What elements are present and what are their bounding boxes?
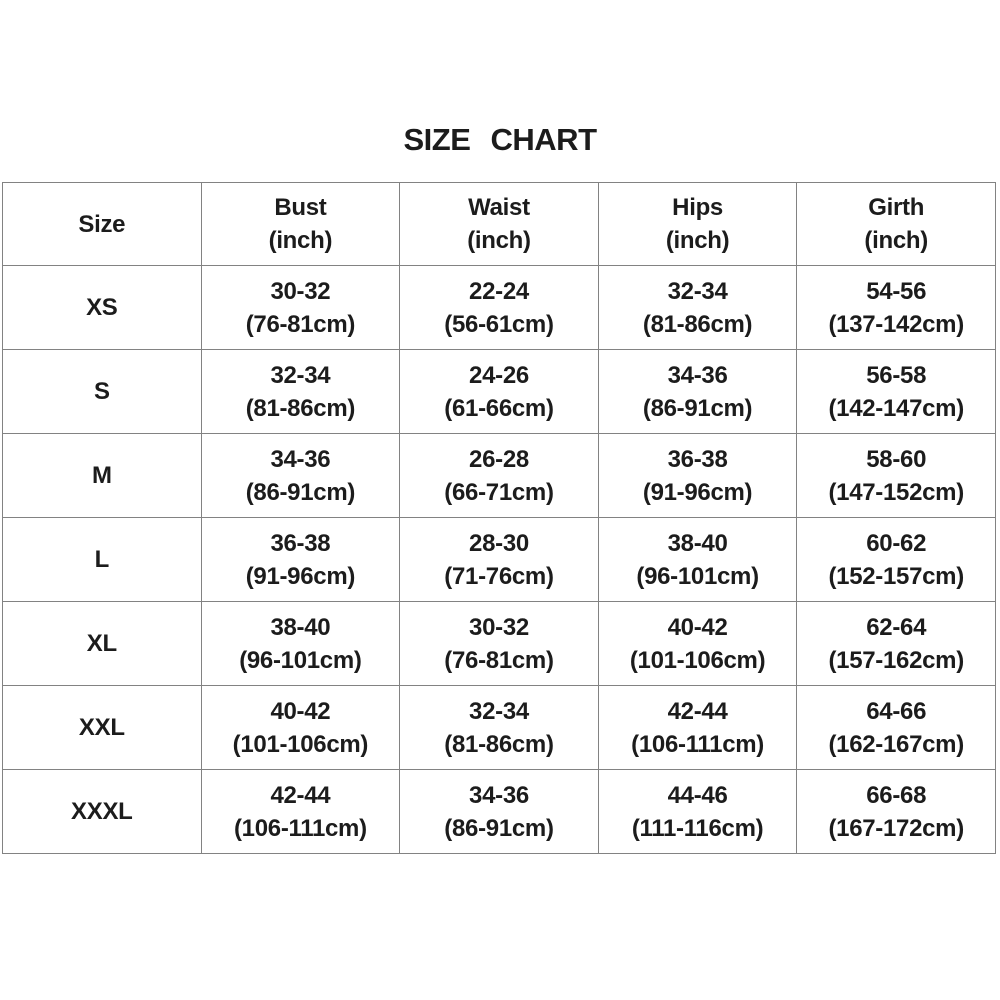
bust-cell xyxy=(201,770,400,854)
inch-value: 62-64 xyxy=(866,613,927,641)
waist-cell xyxy=(400,350,599,434)
size-cell xyxy=(3,602,202,686)
inch-value: 42-44 xyxy=(667,697,728,725)
inch-value: 26-28 xyxy=(469,445,529,473)
header-waist-unit: (inch) xyxy=(467,227,531,254)
cm-value: (66-71cm) xyxy=(444,478,554,506)
inch-value: 56-58 xyxy=(866,361,927,389)
size-cell xyxy=(3,350,202,434)
waist-cell xyxy=(400,686,599,770)
header-girth-unit: (inch) xyxy=(864,227,928,254)
cm-value: (157-162cm) xyxy=(828,646,964,674)
inch-value: 42-44 xyxy=(270,781,331,809)
inch-value: 36-38 xyxy=(667,445,728,473)
girth-cell xyxy=(797,686,996,770)
waist-cell xyxy=(400,434,599,518)
cm-value: (81-86cm) xyxy=(245,394,356,422)
bust-cell xyxy=(201,686,400,770)
cm-value: (101-106cm) xyxy=(232,730,369,758)
header-cell-girth xyxy=(797,183,996,266)
girth-cell xyxy=(797,770,996,854)
hips-cell xyxy=(598,266,797,350)
cm-value: (76-81cm) xyxy=(444,646,554,674)
hips-cell xyxy=(598,434,797,518)
size-cell xyxy=(3,518,202,602)
table-row-xxl xyxy=(3,686,996,770)
girth-cell xyxy=(797,434,996,518)
inch-value: 34-36 xyxy=(270,445,331,473)
girth-cell xyxy=(797,518,996,602)
cm-value: (111-116cm) xyxy=(631,814,764,842)
table-row-xxxl xyxy=(3,770,996,854)
header-cell-size xyxy=(3,183,202,266)
size-label: XXL xyxy=(78,714,125,741)
inch-value: 28-30 xyxy=(469,529,529,557)
table-row-xl xyxy=(3,602,996,686)
cm-value: (71-76cm) xyxy=(444,562,554,590)
inch-value: 38-40 xyxy=(270,613,331,641)
size-label: L xyxy=(94,546,109,573)
girth-cell xyxy=(797,266,996,350)
hips-cell xyxy=(598,518,797,602)
bust-cell xyxy=(201,266,400,350)
inch-value: 32-34 xyxy=(469,697,529,725)
inch-value: 64-66 xyxy=(866,697,927,725)
cm-value: (56-61cm) xyxy=(444,310,554,338)
cm-value: (81-86cm) xyxy=(444,730,554,758)
hips-cell xyxy=(598,686,797,770)
inch-value: 38-40 xyxy=(667,529,728,557)
waist-cell xyxy=(400,266,599,350)
cm-value: (106-111cm) xyxy=(233,814,367,842)
inch-value: 22-24 xyxy=(469,277,529,305)
size-chart-table xyxy=(2,182,996,854)
header-cell-waist xyxy=(400,183,599,266)
cm-value: (96-101cm) xyxy=(636,562,759,590)
cm-value: (91-96cm) xyxy=(245,562,356,590)
cm-value: (96-101cm) xyxy=(239,646,362,674)
waist-cell xyxy=(400,602,599,686)
hips-cell xyxy=(598,602,797,686)
cm-value: (81-86cm) xyxy=(642,310,753,338)
inch-value: 24-26 xyxy=(469,361,529,389)
cm-value: (106-111cm) xyxy=(631,730,764,758)
inch-value: 58-60 xyxy=(866,445,927,473)
size-cell xyxy=(3,266,202,350)
cm-value: (162-167cm) xyxy=(828,730,964,758)
bust-cell xyxy=(201,434,400,518)
inch-value: 34-36 xyxy=(667,361,728,389)
size-label: S xyxy=(93,378,110,405)
inch-value: 54-56 xyxy=(866,277,927,305)
header-row xyxy=(3,183,996,266)
table-row-s xyxy=(3,350,996,434)
inch-value: 66-68 xyxy=(866,781,927,809)
cm-value: (142-147cm) xyxy=(828,394,964,422)
header-hips-name: Hips xyxy=(672,194,723,221)
inch-value: 40-42 xyxy=(270,697,331,725)
size-cell xyxy=(3,686,202,770)
cm-value: (91-96cm) xyxy=(642,478,753,506)
table-row-xs xyxy=(3,266,996,350)
size-label: XS xyxy=(86,294,118,321)
size-label: XXXL xyxy=(71,798,133,825)
cm-value: (147-152cm) xyxy=(828,478,964,506)
page-title: SIZE CHART xyxy=(403,122,597,157)
size-cell xyxy=(3,770,202,854)
inch-value: 30-32 xyxy=(270,277,331,305)
inch-value: 44-46 xyxy=(667,781,728,809)
header-cell-bust xyxy=(201,183,400,266)
inch-value: 60-62 xyxy=(866,529,927,557)
inch-value: 30-32 xyxy=(469,613,529,641)
cm-value: (101-106cm) xyxy=(629,646,766,674)
table-row-m xyxy=(3,434,996,518)
hips-cell xyxy=(598,770,797,854)
cm-value: (167-172cm) xyxy=(828,814,964,842)
table-row-l xyxy=(3,518,996,602)
waist-cell xyxy=(400,518,599,602)
cm-value: (86-91cm) xyxy=(444,814,554,842)
bust-cell xyxy=(201,518,400,602)
header-girth-name: Girth xyxy=(868,194,925,221)
cm-value: (86-91cm) xyxy=(642,394,753,422)
hips-cell xyxy=(598,350,797,434)
header-hips-unit: (inch) xyxy=(665,227,730,254)
bust-cell xyxy=(201,350,400,434)
waist-cell xyxy=(400,770,599,854)
bust-cell xyxy=(201,602,400,686)
inch-value: 34-36 xyxy=(469,781,529,809)
cm-value: (86-91cm) xyxy=(245,478,356,506)
header-size-label: Size xyxy=(78,210,126,238)
size-label: XL xyxy=(86,630,117,657)
inch-value: 36-38 xyxy=(270,529,331,557)
cm-value: (61-66cm) xyxy=(444,394,554,422)
girth-cell xyxy=(797,602,996,686)
cm-value: (152-157cm) xyxy=(828,562,964,590)
size-label: M xyxy=(91,462,112,489)
header-cell-hips xyxy=(598,183,797,266)
header-bust-unit: (inch) xyxy=(268,227,333,254)
cm-value: (137-142cm) xyxy=(828,310,964,338)
inch-value: 40-42 xyxy=(667,613,728,641)
cm-value: (76-81cm) xyxy=(245,310,356,338)
header-bust-name: Bust xyxy=(274,194,327,221)
girth-cell xyxy=(797,350,996,434)
inch-value: 32-34 xyxy=(667,277,728,305)
size-cell xyxy=(3,434,202,518)
header-waist-name: Waist xyxy=(468,194,530,221)
inch-value: 32-34 xyxy=(270,361,331,389)
